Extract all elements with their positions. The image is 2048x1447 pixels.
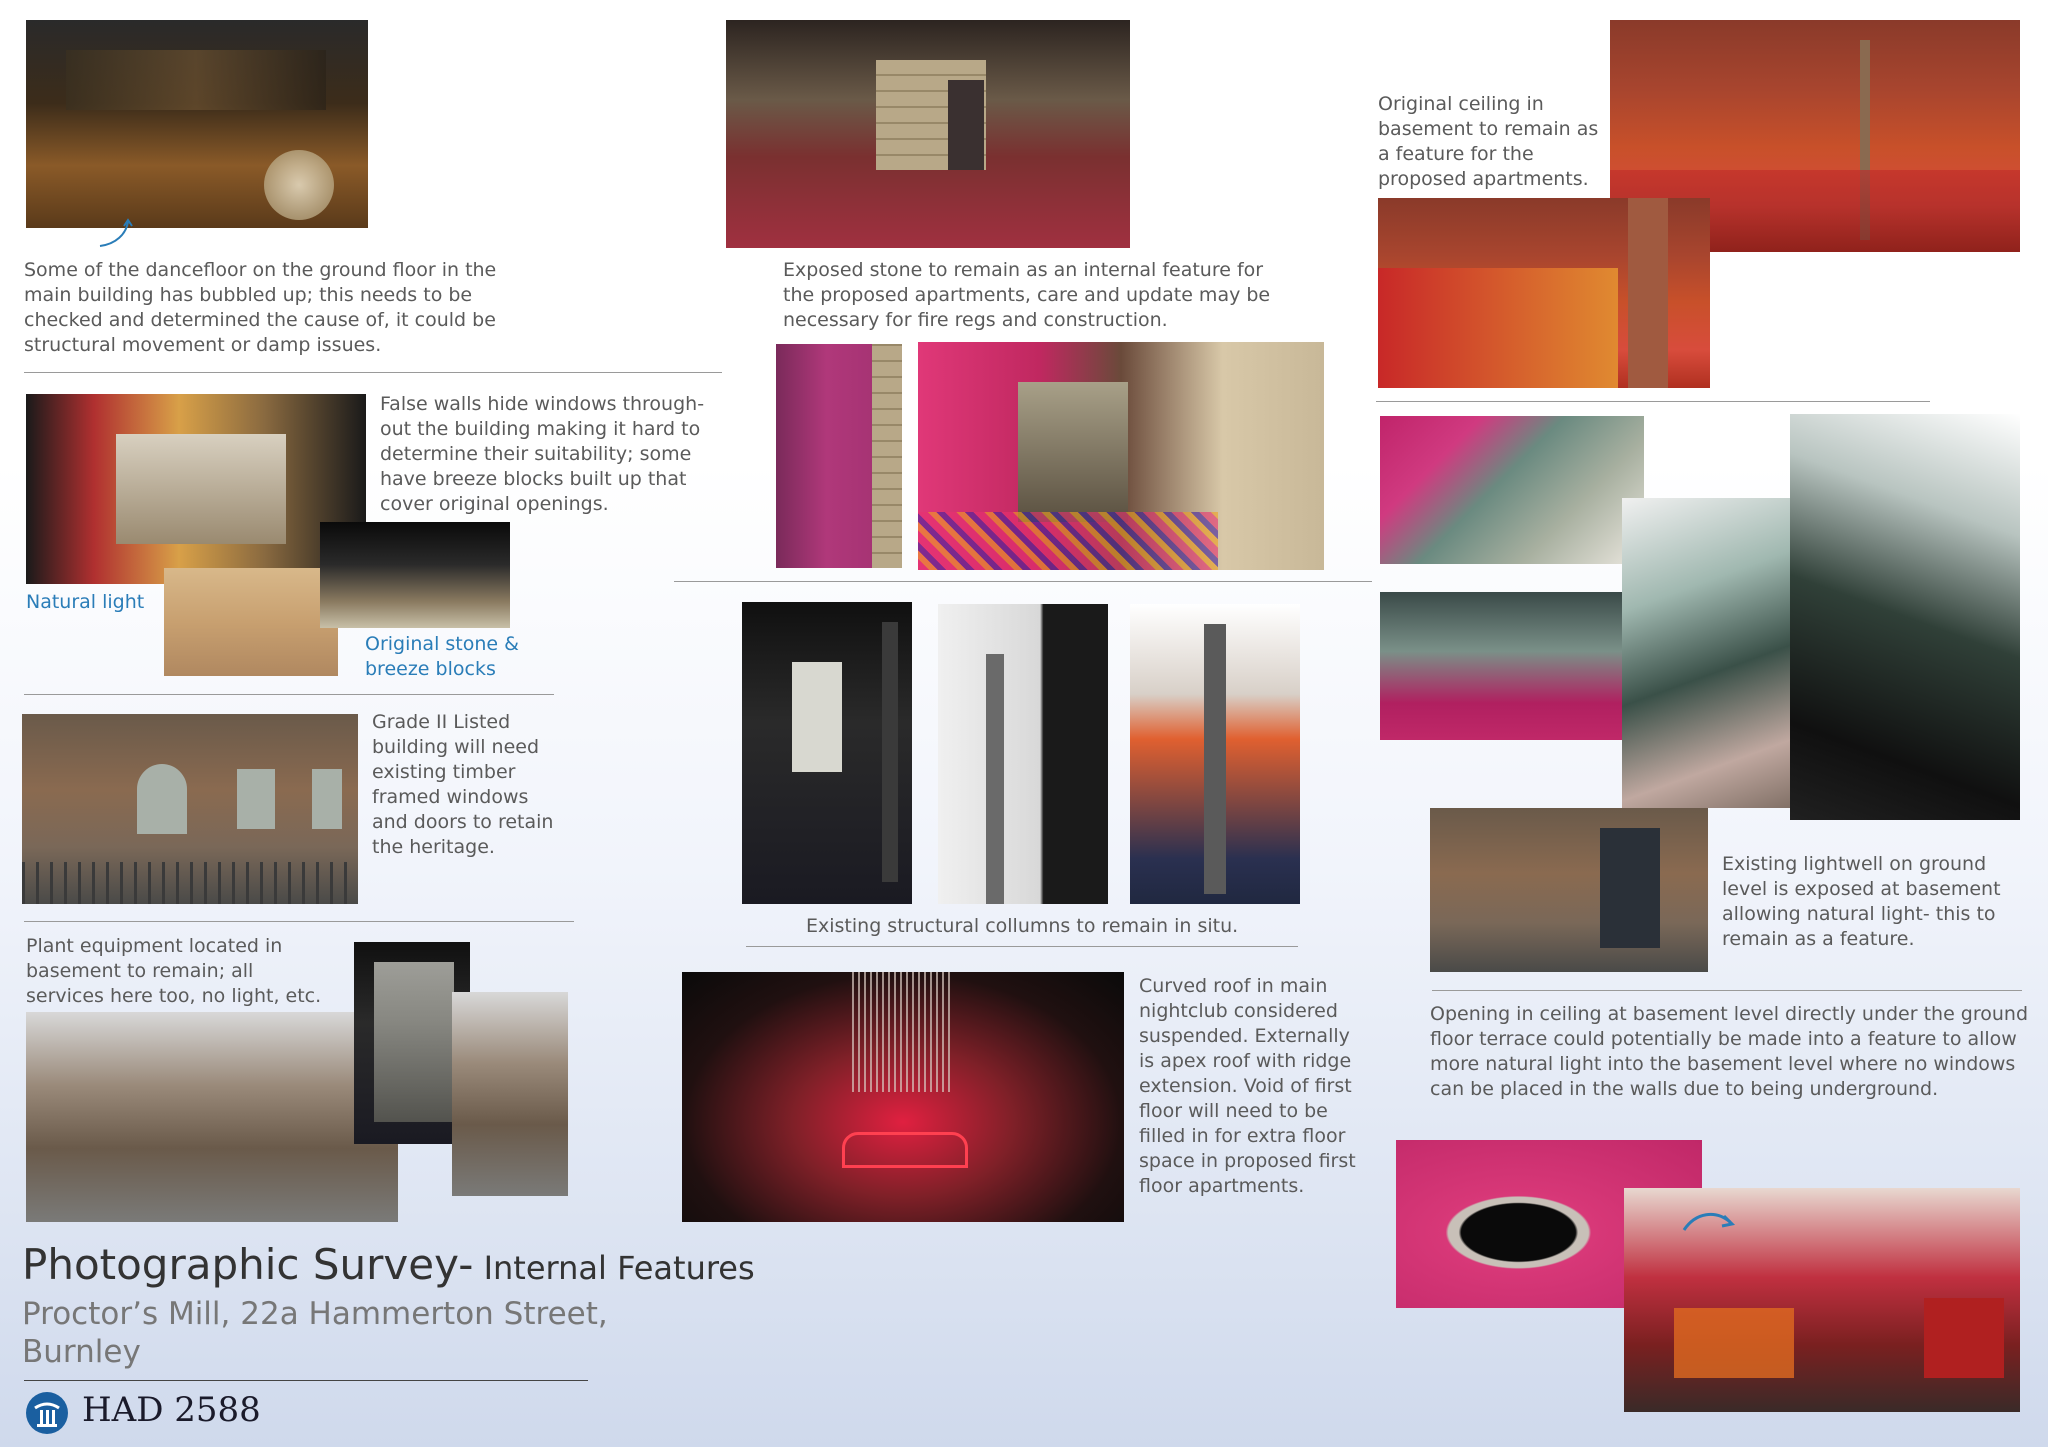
caption-original-ceiling: Original ceiling in basement to remain as a feature for the proposed apartments. bbox=[1378, 93, 1599, 190]
photo-listed-building bbox=[22, 714, 358, 904]
caption-lightwell: Existing lightwell on ground level is exposed at basement allowing natural light- this to remain as a feature. bbox=[1722, 853, 2001, 950]
photo-brick-ceiling bbox=[1378, 198, 1710, 388]
address-line-1: Proctor’s Mill, 22a Hammerton Street, bbox=[22, 1296, 608, 1332]
caption-grade-listed: Grade II Listed building will need existing timber framed windows and doors to retain the heritage. bbox=[372, 711, 554, 858]
title-main: Photographic Survey- bbox=[22, 1240, 474, 1289]
photo-lightwell-1 bbox=[1380, 416, 1644, 564]
company-logo-icon bbox=[26, 1392, 68, 1434]
caption-plant-equipment: Plant equipment located in basement to remain; all services here too, no light, etc. bbox=[26, 935, 322, 1007]
divider bbox=[24, 372, 722, 373]
photo-plum-column bbox=[776, 344, 902, 568]
photo-breeze-blocks bbox=[320, 522, 510, 628]
photo-main-nightclub bbox=[682, 972, 1124, 1222]
divider bbox=[1432, 990, 2022, 991]
photo-plant-ducts bbox=[452, 992, 568, 1196]
divider bbox=[746, 946, 1298, 947]
photo-plant-room bbox=[26, 1012, 398, 1222]
label-original-stone: Original stone & breeze blocks bbox=[365, 633, 519, 680]
caption-exposed-stone: Exposed stone to remain as an internal feature for the proposed apartments, care and update may be necessary for fire regs and construction. bbox=[783, 259, 1271, 331]
photo-exposed-stone-room bbox=[726, 20, 1130, 248]
caption-dancefloor: Some of the dancefloor on the ground floor in the main building has bubbled up; this needs to be checked and determined the cause of, it could be structural movement or damp issues. bbox=[24, 259, 497, 356]
divider bbox=[24, 694, 554, 695]
caption-structural-columns: Existing structural collumns to remain in situ. bbox=[806, 915, 1239, 937]
photo-pipes bbox=[164, 568, 338, 676]
divider bbox=[24, 1380, 588, 1381]
photo-dancefloor bbox=[26, 20, 368, 228]
curved-arrow-icon bbox=[96, 218, 136, 250]
divider bbox=[1376, 401, 1930, 402]
divider bbox=[24, 921, 574, 922]
page-title bbox=[22, 1240, 755, 1289]
caption-curved-roof: Curved roof in main nightclub considered suspended. Externally is apex roof with ridge extension. Void of first floor will need to be filled in for extra floor space in proposed first floor apartments. bbox=[1139, 975, 1356, 1197]
company-name: HAD 2588 bbox=[82, 1390, 261, 1430]
photo-stone-wall-doors bbox=[918, 342, 1324, 570]
caption-opening-ceiling: Opening in ceiling at basement level directly under the ground floor terrace could potentially be made into a feature to allow more natural light into the basement level where no windows can be placed in the walls due to being underground. bbox=[1430, 1003, 2029, 1100]
photo-column-storeroom bbox=[938, 604, 1108, 904]
caption-false-walls: False walls hide windows through-out the building making it hard to determine their suitability; some have breeze blocks built up that cover original openings. bbox=[380, 393, 705, 515]
photo-false-wall bbox=[26, 394, 366, 584]
photo-column-toilets bbox=[1130, 604, 1300, 904]
curved-arrow-icon bbox=[1680, 1208, 1736, 1236]
photo-lightwell-4 bbox=[1790, 414, 2020, 820]
photo-lightwell-exterior bbox=[1430, 808, 1708, 972]
photo-column-corridor bbox=[742, 602, 912, 904]
photo-lightwell-2 bbox=[1380, 592, 1644, 740]
photo-lightwell-3 bbox=[1622, 498, 1812, 808]
label-natural-light: Natural light bbox=[26, 591, 145, 613]
address-line-2: Burnley bbox=[22, 1334, 141, 1370]
title-sub: Internal Features bbox=[473, 1249, 755, 1287]
divider bbox=[674, 581, 1372, 582]
